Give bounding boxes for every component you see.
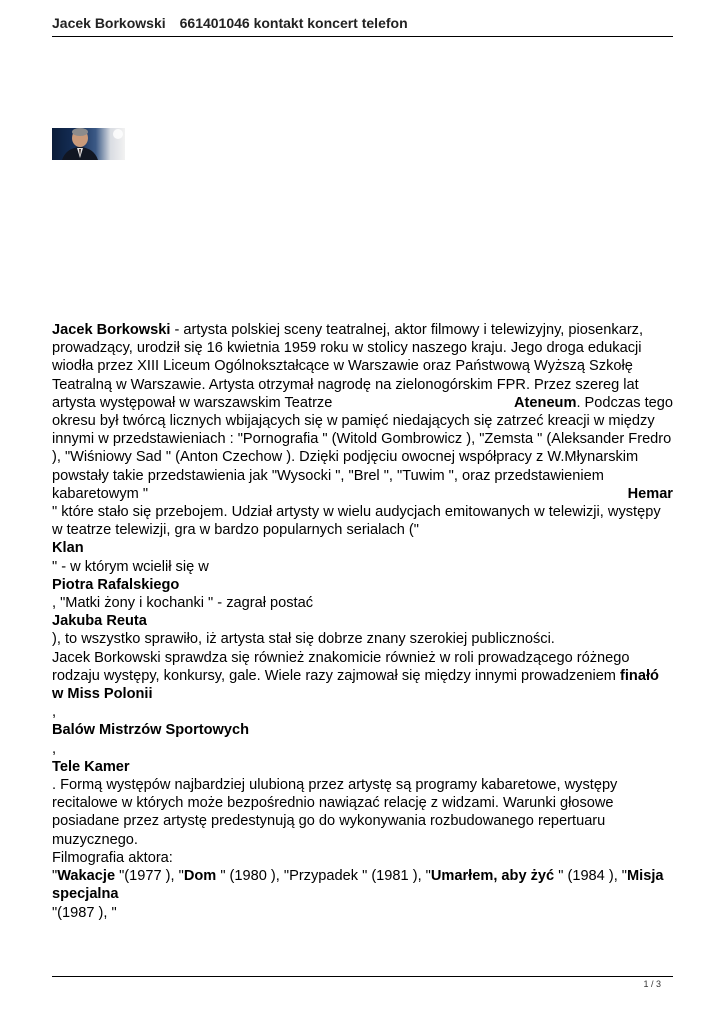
header-name: Jacek Borkowski [52,15,166,31]
page-number: 1 / 3 [643,979,661,989]
line-7: innymi w przedstawieniach : "Pornografia " (Witold Gombrowicz ), "Zemsta " (Aleksander Fredro [52,431,672,448]
line-30: muzycznego. [52,831,138,848]
line-4: Teatralną w Warszawie. Artysta otrzymał nagrodę na zielonogórskim FPR. Przez szereg lat [52,376,639,393]
line-27: . Formą występów najbardziej ulubioną przez artystę są programy kabaretowe, występy [52,777,618,794]
line-9: powstały takie przedstawienia jak "Wysocki ", "Brel ", "Tuwim ", oraz przedstawieniem [52,467,604,484]
jakub-text: Jakuba Reuta [52,613,147,630]
line-2: prowadzący, urodził się 16 kwietnia 1959 roku w stolicy naszego kraju. Jego droga edukacji [52,340,642,357]
filmography-line: "Wakacje "(1977 ), "Dom " (1980 ), "Przypadek " (1981 ), "Umarłem, aby żyć " (1984 ), "Misja [52,868,664,885]
comma-1: , [52,704,57,721]
miss-text: w Miss Polonii [52,686,153,703]
comma-2: , [52,740,57,757]
line-8: ), "Wiśniowy Sad " (Anton Czechow ). Dzięki podjęciu owocnej współpracy z W.Młynarskim [52,449,639,466]
line-14: " - w którym wcielił się w [52,558,209,575]
line-11: " które stało się przebojem. Udział artysty w wielu audycjach emitowanych w telewizji, występy [52,504,661,521]
line-20: rodzaju występy, konkursy, gale. Wiele razy zajmował się między innymi prowadzeniem finałó [52,667,659,684]
line-5: artysta występował w warszawskim Teatrze Ateneum. Podczas tego [52,394,673,411]
tele-text: Tele Kamer [52,758,130,775]
ateneum-text: Ateneum [514,394,577,411]
klan-text: Klan [52,540,84,557]
line-10: kabaretowym " Hemar [52,485,673,502]
article-body [52,321,673,922]
line-16: , "Matki żony i kochanki " - zagrał postać [52,595,313,612]
piotr-text: Piotra Rafalskiego [52,576,180,593]
line-3: wiodła przez XIII Liceum Ogólnokształcące w Warszawie oraz Państwową Wyższą Szkołę [52,358,633,375]
filmography-label: Filmografia aktora: [52,849,173,866]
specjalna-text: specjalna [52,886,119,903]
line-1: Jacek Borkowski - artysta polskiej sceny teatralnej, aktor filmowy i telewizyjny, piosenkarz, [52,322,644,338]
intro-name: Jacek Borkowski [52,322,171,338]
line-6: okresu był twórcą licznych wbijających się w pamięć niedających się zatrzeć kreacji w między [52,413,655,430]
page-footer [52,976,673,989]
balow-text: Balów Mistrzów Sportowych [52,722,250,739]
hemar-text: Hemar [627,485,673,502]
line-19: Jacek Borkowski sprawdza się również znakomicie również w roli prowadzącego różnego [52,649,630,666]
line-28: recitalowe w których może bezpośrednio nawiązać relację z widzami. Warunki głosowe [52,795,614,812]
finalo-text: finałó [620,667,659,684]
page-header [52,14,673,37]
portrait-photo-icon [52,128,125,160]
last-line: "(1987 ), " [52,904,117,921]
line-18: ), to wszystko sprawiło, iż artysta stał się dobrze znany szerokiej publiczności. [52,631,555,648]
header-keywords: 661401046 kontakt koncert telefon [179,15,408,31]
line-12: w teatrze telewizji, gra w bardzo popularnych serialach (" [52,522,419,539]
line-29: posiadane przez artystę predestynują go do wykonywania rozbudowanego repertuaru [52,813,606,830]
